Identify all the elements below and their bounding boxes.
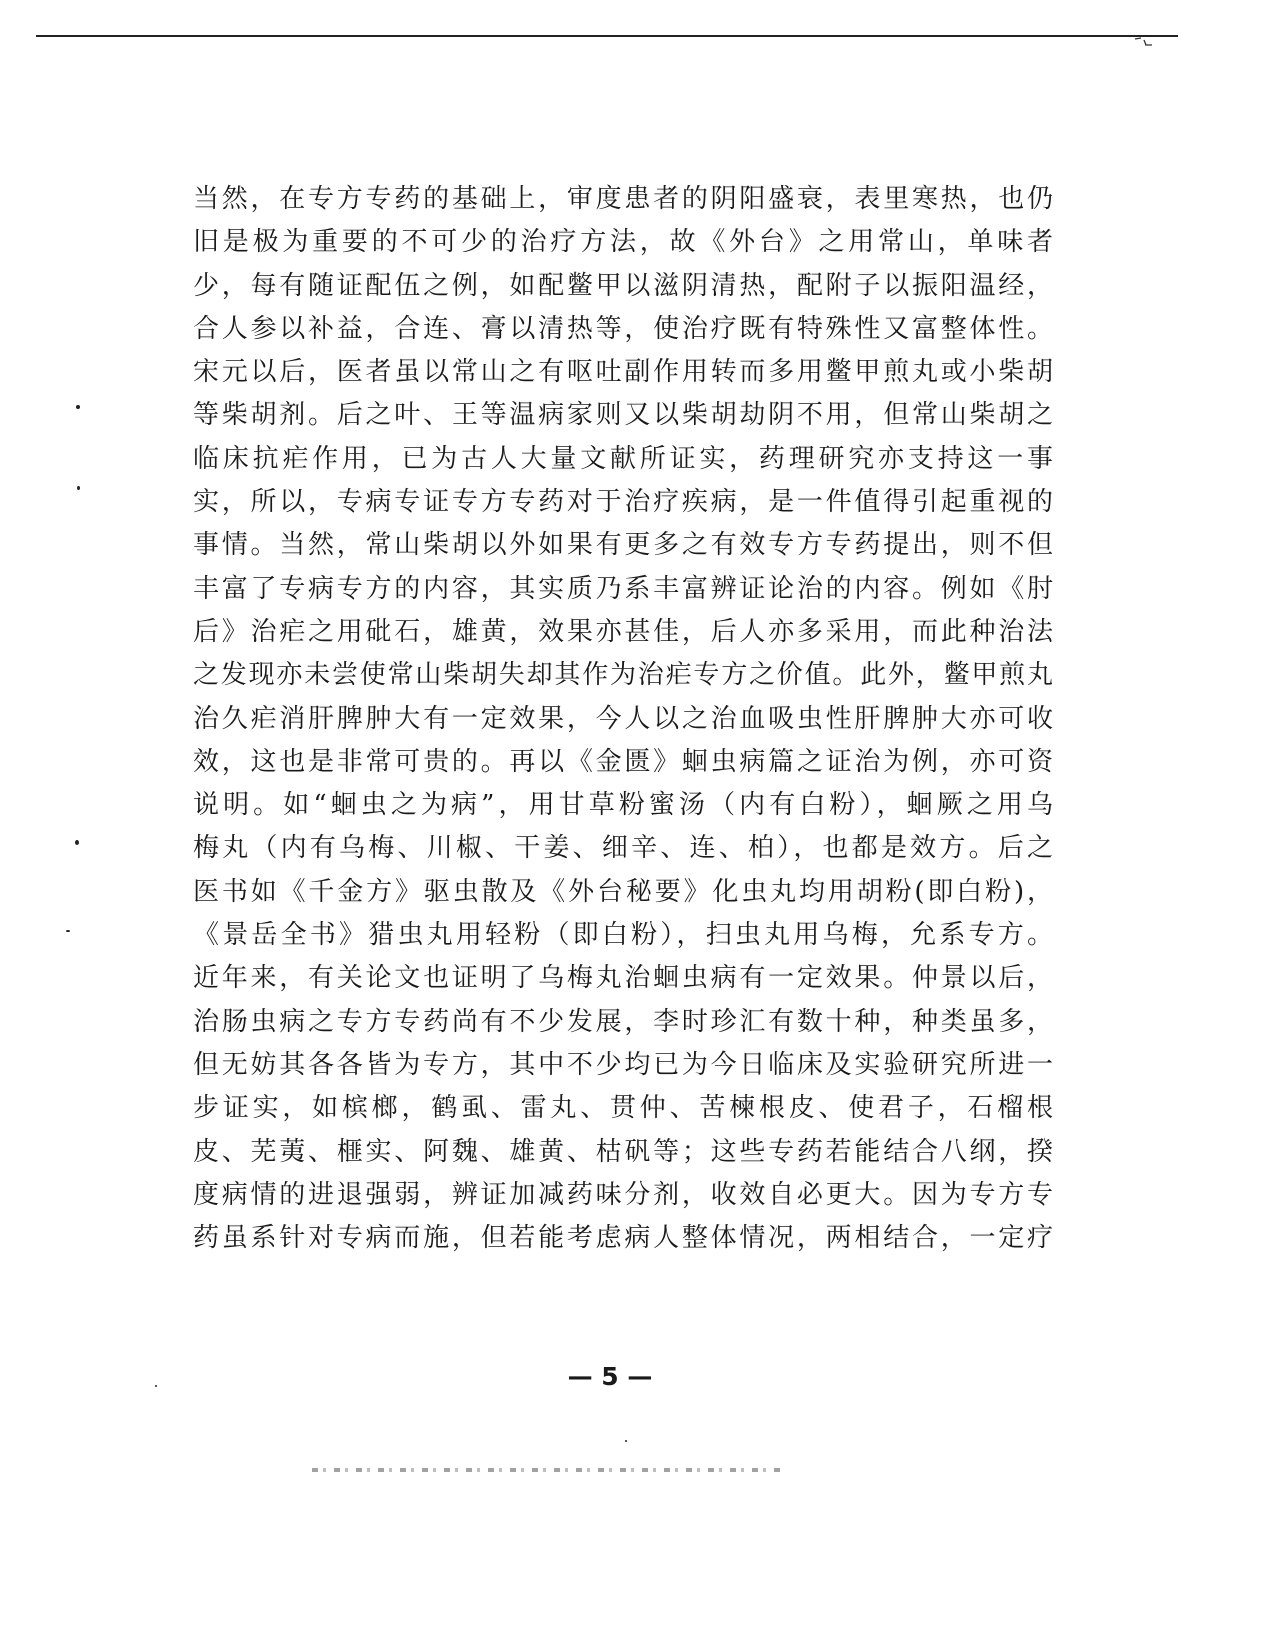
scan-noise xyxy=(312,1468,782,1472)
text-line: 皮、芜荑、榧实、阿魏、雄黄、枯矾等；这些专药若能结合八纲，揆 xyxy=(193,1136,1053,1167)
page-number: — 5 — xyxy=(567,1362,653,1391)
text-line: 梅丸（内有乌梅、川椒、干姜、细辛、连、柏），也都是效方。后之 xyxy=(193,833,1053,864)
text-line: 近年来，有关论文也证明了乌梅丸治蛔虫病有一定效果。仲景以后， xyxy=(193,963,1053,994)
scan-speck xyxy=(625,1440,627,1442)
text-line: 但无妨其各各皆为专方，其中不少均已为今日临床及实验研究所进一 xyxy=(193,1049,1053,1080)
text-line: 少，每有随证配伍之例，如配鳖甲以滋阴清热，配附子以振阳温经， xyxy=(193,270,1053,301)
scan-speck xyxy=(155,1385,157,1387)
scan-speck xyxy=(66,930,70,932)
text-line: 步证实，如槟榔，鹤虱、雷丸、贯仲、苦楝根皮、使君子，石榴根 xyxy=(193,1093,1053,1124)
scan-speck xyxy=(76,405,80,409)
scan-speck xyxy=(75,840,79,845)
text-line: 药虽系针对专病而施，但若能考虑病人整体情况，两相结合，一定疗 xyxy=(193,1223,1053,1254)
text-line: 度病情的进退强弱，辨证加减药味分剂，收效自必更大。因为专方专 xyxy=(193,1179,1053,1210)
text-line: 后》治疟之用砒石，雄黄，效果亦甚佳，后人亦多采用，而此种治法 xyxy=(193,616,1053,647)
text-line: 当然，在专方专药的基础上，审度患者的阴阳盛衰，表里寒热，也仍 xyxy=(193,184,1053,214)
text-line: 宋元以后，医者虽以常山之有呕吐副作用转而多用鳖甲煎丸或小柴胡 xyxy=(193,357,1053,388)
corner-mark xyxy=(1133,37,1153,47)
text-line: 旧是极为重要的不可少的治疗方法，故《外台》之用常山，单味者 xyxy=(193,227,1053,258)
header-rule xyxy=(36,35,1178,37)
text-line: 效，这也是非常可贵的。再以《金匮》蛔虫病篇之证治为例，亦可资 xyxy=(193,746,1053,777)
scan-speck xyxy=(77,486,80,490)
text-line: 丰富了专病专方的内容，其实质乃系丰富辨证论治的内容。例如《肘 xyxy=(193,573,1053,604)
text-line: 合人参以补益，合连、膏以清热等，使治疗既有特殊性又富整体性。 xyxy=(193,313,1053,344)
text-line: 之发现亦未尝使常山柴胡失却其作为治疟专方之价值。此外，鳖甲煎丸 xyxy=(193,660,1053,691)
text-line: 治肠虫病之专方专药尚有不少发展，李时珍汇有数十种，种类虽多， xyxy=(193,1006,1053,1037)
text-line: 事情。当然，常山柴胡以外如果有更多之有效专方专药提出，则不但 xyxy=(193,530,1053,561)
text-line: 治久疟消肝脾肿大有一定效果，今人以之治血吸虫性肝脾肿大亦可收 xyxy=(193,703,1053,734)
text-line: 等柴胡剂。后之叶、王等温病家则又以柴胡劫阴不用，但常山柴胡之 xyxy=(193,400,1053,431)
body-text xyxy=(193,178,1053,1260)
text-line: 医书如《千金方》驱虫散及《外台秘要》化虫丸均用胡粉(即白粉)， xyxy=(193,876,1053,907)
text-line: 说明。如“蛔虫之为病”，用甘草粉蜜汤（内有白粉），蛔厥之用乌 xyxy=(193,790,1053,821)
text-line: 《景岳全书》猎虫丸用轻粉（即白粉），扫虫丸用乌梅，允系专方。 xyxy=(193,920,1053,951)
text-line: 实，所以，专病专证专方专药对于治疗疾病，是一件值得引起重视的 xyxy=(193,487,1053,518)
text-line: 临床抗疟作用，已为古人大量文献所证实，药理研究亦支持这一事 xyxy=(193,443,1053,474)
